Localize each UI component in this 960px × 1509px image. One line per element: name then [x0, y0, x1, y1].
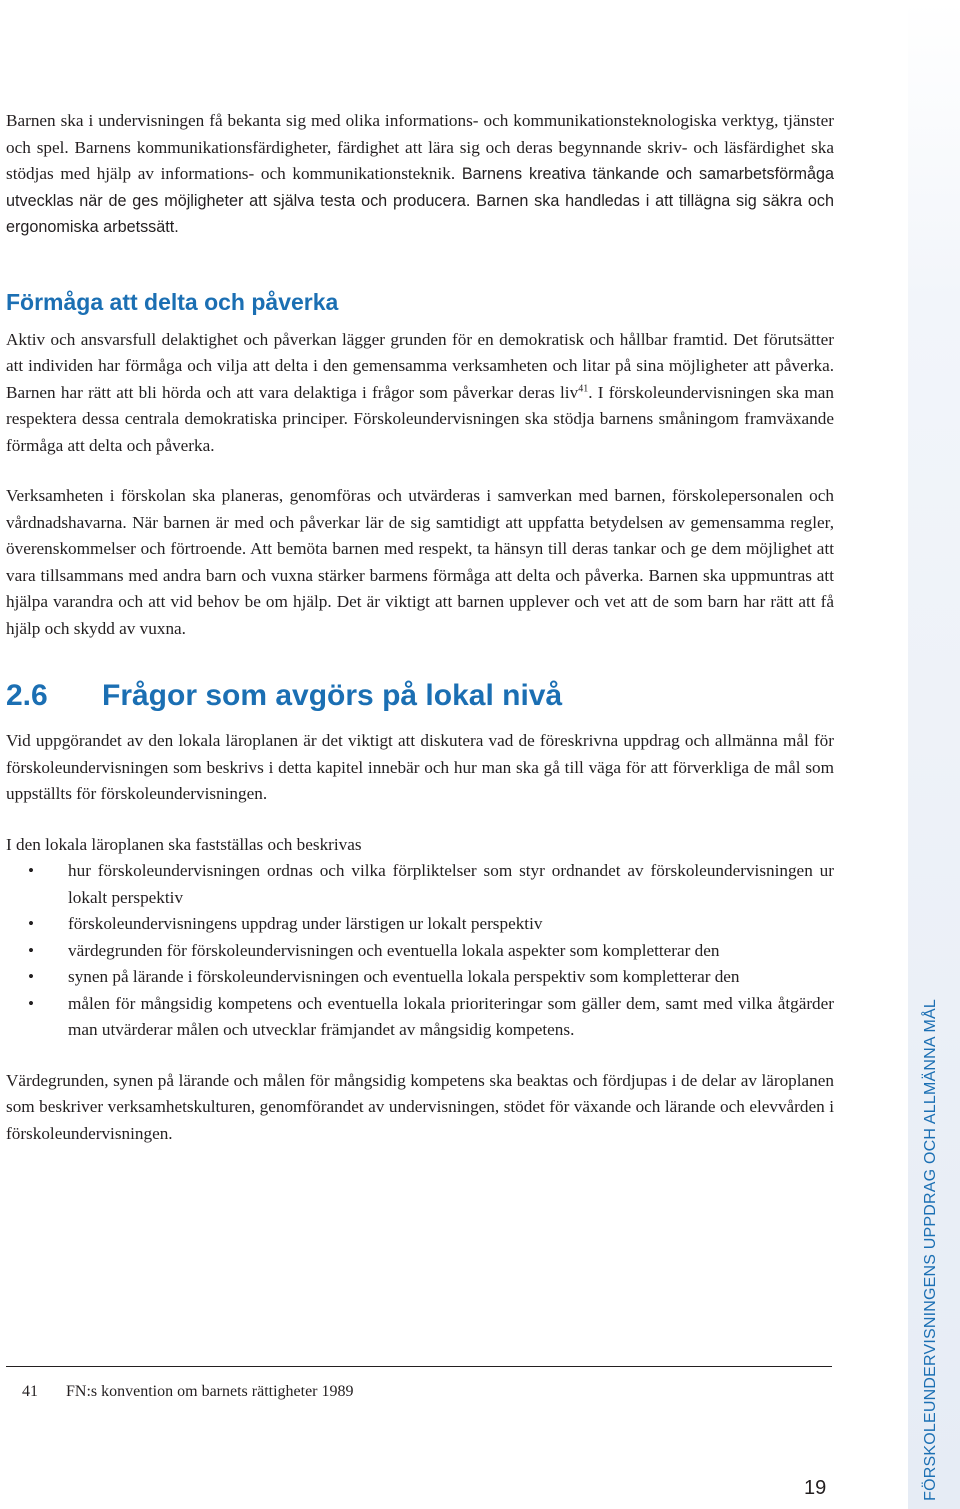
bullet-icon: •	[28, 914, 35, 933]
participation-text-continued: . I förskoleundervisningen ska man respektera dessa centrala demokratiska principer. Förskoleundervisningen ska stödja barnens småningom framväxande förmåga att delta och påverka.	[6, 382, 834, 455]
list-item-text: hur förskoleundervisningen ordnas och vilka förpliktelser som styr ordnandet av förskoleundervisningen ur lokalt perspektiv	[68, 861, 834, 907]
section-heading-local	[6, 676, 834, 716]
list-item-text: värdegrunden för förskoleundervisningen och eventuella lokala aspekter som kompletterar den	[68, 940, 720, 960]
bullet-icon: •	[28, 993, 35, 1013]
list-intro: I den lokala läroplanen ska fastställas och beskrivas	[6, 834, 362, 854]
participation-paragraph-2: Verksamheten i förskolan ska planeras, genomföras och utvärderas i samverkan med barnen, förskolepersonalen och vårdnadshavarna. När barnen är med och påverkar lär de sig samtidigt att uppfatta betydelsen av gemensamma regler, överenskommelser och förtroende. Att bemöta barnen med respekt, ta hänsyn till deras tankar och ge dem möjlighet att vara tillsammans med andra barn och vuxna stärker barmens förmåga att delta och påverka. Barnen ska uppmuntras att hjälpa varandra och att vid behov be om hjälp. Det är viktigt att barnen upplever och vet att de som barn har rätt att få hjälp och skydd av vuxna.	[6, 486, 834, 638]
local-curriculum-list	[6, 858, 834, 1044]
list-item	[6, 964, 834, 991]
participation-text: Aktiv och ansvarsfull delaktighet och påverkan lägger grunden för en demokratisk och hållbar framtid. Det förutsätter att individen har förmåga och vilja att delta i den gemensamma verksamheten och litar på sina möjligheter att påverka. Barnen har rätt att bli hörda och att vara delaktiga i frågor som påverkar deras liv	[6, 329, 834, 402]
intro-paragraph-part2: Barnens kreativa tänkande och samarbetsförmåga utvecklas när de ges möjligheter att själva testa och producera. Barnen ska handledas i att tillägna sig säkra och ergonomiska arbetssätt.	[6, 165, 835, 236]
section-number: 2.6	[6, 679, 48, 712]
page-number: 19	[804, 1477, 827, 1499]
list-item	[6, 991, 834, 1044]
footnote-number: 41	[22, 1383, 38, 1400]
list-item-text: förskoleundervisningens uppdrag under lärstigen ur lokalt perspektiv	[68, 914, 543, 933]
list-item-text: synen på lärande i förskoleundervisningen och eventuella lokala perspektiv som kompletterar den	[68, 967, 740, 986]
sidebar-band	[908, 0, 960, 1509]
footnote-divider	[6, 1366, 832, 1367]
sidebar-running-title: FÖRSKOLEUNDERVISNINGENS UPPDRAG OCH ALLMÄNNA MÅL	[922, 999, 939, 1501]
bullet-icon: •	[28, 967, 35, 986]
bullet-icon: •	[28, 940, 35, 960]
footnote-text: FN:s konvention om barnets rättigheter 1989	[66, 1383, 354, 1400]
list-item-text: målen för mångsidig kompetens och eventuella lokala prioriteringar som gäller dem, samt med vilka åtgärder man utvärderar målen och utvecklar främjandet av mångsidig kompetens.	[68, 993, 834, 1039]
bullet-icon: •	[28, 861, 35, 880]
page-content	[6, 108, 834, 1147]
footnote-reference[interactable]: 41	[578, 382, 589, 394]
participation-paragraph-1	[6, 327, 834, 460]
intro-paragraph	[6, 108, 834, 241]
list-item	[6, 858, 834, 911]
local-paragraph-final: Värdegrunden, synen på lärande och målen för mångsidig kompetens ska beaktas och fördjupas i de delar av läroplanen som beskriver verksamhetskulturen, genomförandet av undervisningen, stödet för växande och lärande och elevvården i förskoleundervisningen.	[6, 1070, 834, 1143]
local-paragraph-1: Vid uppgörandet av den lokala läroplanen är det viktigt att diskutera vad de föreskrivna uppdrag och allmänna mål för förskoleundervisningen som beskrivs i detta kapitel innebär och hur man ska gå till väga för att förverkliga de mål som uppställts för förskoleundervisningen.	[6, 731, 834, 803]
list-item	[6, 911, 834, 938]
footnote	[22, 1381, 354, 1403]
list-item	[6, 938, 834, 965]
intro-paragraph-part1: Barnen ska i undervisningen få bekanta sig med olika informations- och kommunikationsteknologiska verktyg, tjänster och spel. Barnens kommunikationsfärdigheter, färdighet att lära sig och deras begynnande skriv- och läsfärdighet ska stödjas med hjälp av informations- och kommunikationsteknik.	[6, 111, 834, 183]
section-heading-participation: Förmåga att delta och påverka	[6, 288, 339, 315]
section-title: Frågor som avgörs på lokal nivå	[102, 679, 563, 712]
